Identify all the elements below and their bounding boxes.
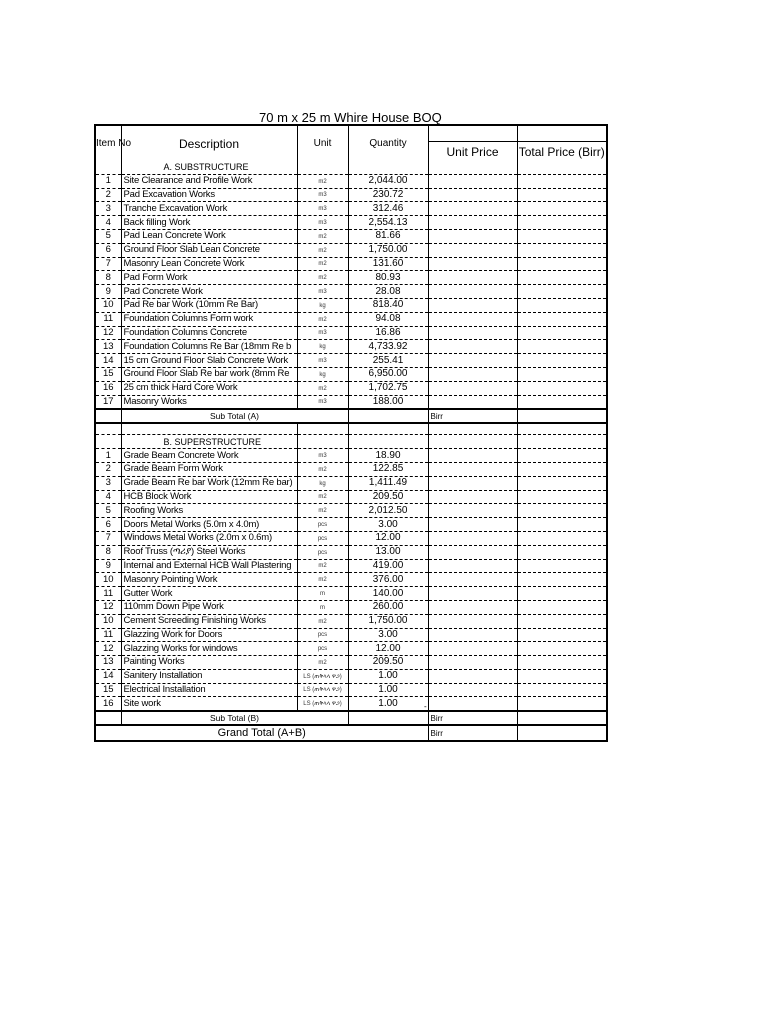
item-total-price bbox=[517, 683, 607, 697]
item-description: Ground Floor Slab Re bar work (8mm Re bbox=[121, 367, 297, 381]
item-total-price bbox=[517, 188, 607, 202]
item-description: Pad Excavation Works bbox=[121, 188, 297, 202]
item-unit-price bbox=[428, 642, 517, 656]
item-description: Glazzing Works for windows bbox=[121, 642, 297, 656]
table-row bbox=[95, 312, 607, 326]
item-quantity: 140.00 bbox=[348, 587, 428, 601]
item-number: 13 bbox=[95, 340, 121, 354]
subtotal-b-currency: Birr bbox=[428, 711, 517, 725]
item-unit: kg bbox=[297, 476, 348, 490]
page-title: 70 m x 25 m Whire House BOQ bbox=[259, 110, 449, 126]
table-row bbox=[95, 257, 607, 271]
item-quantity: 209.50 bbox=[348, 490, 428, 504]
item-description: 110mm Down Pipe Work bbox=[121, 600, 297, 614]
item-total-price bbox=[517, 257, 607, 271]
item-number: 14 bbox=[95, 354, 121, 368]
item-unit-price bbox=[428, 326, 517, 340]
item-total-price bbox=[517, 354, 607, 368]
item-total-price bbox=[517, 271, 607, 285]
item-number: 9 bbox=[95, 559, 121, 573]
item-number: 15 bbox=[95, 683, 121, 697]
item-total-price bbox=[517, 285, 607, 299]
item-number: 6 bbox=[95, 243, 121, 257]
item-quantity: 2,012.50 bbox=[348, 504, 428, 518]
item-unit-price bbox=[428, 257, 517, 271]
footer-mark: - bbox=[424, 702, 427, 711]
item-unit-price bbox=[428, 587, 517, 601]
item-unit: m bbox=[297, 600, 348, 614]
item-unit-price bbox=[428, 559, 517, 573]
item-unit: m2 bbox=[297, 573, 348, 587]
item-unit: m3 bbox=[297, 326, 348, 340]
table-row bbox=[95, 340, 607, 354]
item-total-price bbox=[517, 449, 607, 463]
item-unit: m3 bbox=[297, 449, 348, 463]
item-total-price bbox=[517, 326, 607, 340]
table-row bbox=[95, 381, 607, 395]
item-total-price bbox=[517, 298, 607, 312]
item-unit: LS (ጠቅላላ ዋጋ) bbox=[297, 669, 348, 683]
item-description: Painting Works bbox=[121, 656, 297, 670]
item-total-price bbox=[517, 531, 607, 545]
item-total-price bbox=[517, 367, 607, 381]
item-description: Grade Beam Form Work bbox=[121, 462, 297, 476]
item-unit: pcs bbox=[297, 642, 348, 656]
item-number: 16 bbox=[95, 697, 121, 711]
item-number: 3 bbox=[95, 202, 121, 216]
table-row bbox=[95, 490, 607, 504]
item-quantity: 230.72 bbox=[348, 188, 428, 202]
item-total-price bbox=[517, 395, 607, 409]
item-quantity: 12.00 bbox=[348, 531, 428, 545]
item-quantity: 131.60 bbox=[348, 257, 428, 271]
item-number: 1 bbox=[95, 449, 121, 463]
item-unit-price bbox=[428, 367, 517, 381]
item-number: 7 bbox=[95, 531, 121, 545]
item-quantity: 4,733.92 bbox=[348, 340, 428, 354]
item-unit: m2 bbox=[297, 490, 348, 504]
item-quantity: 376.00 bbox=[348, 573, 428, 587]
item-unit: pcs bbox=[297, 628, 348, 642]
section-a-name: A. SUBSTRUCTURE bbox=[121, 161, 297, 174]
item-description: Doors Metal Works (5.0m x 4.0m) bbox=[121, 518, 297, 532]
item-unit: m2 bbox=[297, 312, 348, 326]
item-total-price bbox=[517, 174, 607, 188]
item-description: Internal and External HCB Wall Plastering bbox=[121, 559, 297, 573]
item-description: Electrical Installation bbox=[121, 683, 297, 697]
item-description: Glazzing Work for Doors bbox=[121, 628, 297, 642]
item-quantity: 1,702.75 bbox=[348, 381, 428, 395]
item-description: 25 cm thick Hard Core Work bbox=[121, 381, 297, 395]
item-unit: m2 bbox=[297, 614, 348, 628]
item-number: 1 bbox=[95, 174, 121, 188]
item-unit: m2 bbox=[297, 559, 348, 573]
item-quantity: 1,750.00 bbox=[348, 614, 428, 628]
item-description: Masonry Works bbox=[121, 395, 297, 409]
item-unit: m2 bbox=[297, 504, 348, 518]
item-description: Ground Floor Slab Lean Concrete bbox=[121, 243, 297, 257]
item-total-price bbox=[517, 216, 607, 230]
item-unit-price bbox=[428, 395, 517, 409]
item-quantity: 1.00 bbox=[348, 697, 428, 711]
item-quantity: 94.08 bbox=[348, 312, 428, 326]
item-description: Windows Metal Works (2.0m x 0.6m) bbox=[121, 531, 297, 545]
subtotal-a-row bbox=[95, 409, 607, 423]
item-quantity: 1.00 bbox=[348, 669, 428, 683]
item-quantity: 2,044.00 bbox=[348, 174, 428, 188]
item-quantity: 122.85 bbox=[348, 462, 428, 476]
item-quantity: 2,554.13 bbox=[348, 216, 428, 230]
item-quantity: 16.86 bbox=[348, 326, 428, 340]
subtotal-b-row bbox=[95, 711, 607, 725]
item-unit: m2 bbox=[297, 174, 348, 188]
table-row bbox=[95, 229, 607, 243]
item-unit: m3 bbox=[297, 395, 348, 409]
item-number: 12 bbox=[95, 600, 121, 614]
section-a-body bbox=[95, 161, 607, 409]
table-row bbox=[95, 298, 607, 312]
table-row bbox=[95, 559, 607, 573]
table-row bbox=[95, 642, 607, 656]
item-number: 3 bbox=[95, 476, 121, 490]
item-unit: m2 bbox=[297, 381, 348, 395]
item-number: 14 bbox=[95, 669, 121, 683]
item-number: 5 bbox=[95, 504, 121, 518]
item-unit-price bbox=[428, 600, 517, 614]
table-row bbox=[95, 545, 607, 559]
item-unit-price bbox=[428, 243, 517, 257]
item-unit: pcs bbox=[297, 518, 348, 532]
item-unit-price bbox=[428, 381, 517, 395]
item-unit-price bbox=[428, 285, 517, 299]
item-unit: pcs bbox=[297, 531, 348, 545]
item-description: Pad Form Work bbox=[121, 271, 297, 285]
table-row bbox=[95, 573, 607, 587]
item-number: 10 bbox=[95, 298, 121, 312]
item-unit-price bbox=[428, 476, 517, 490]
item-quantity: 13.00 bbox=[348, 545, 428, 559]
item-total-price bbox=[517, 202, 607, 216]
item-number: 4 bbox=[95, 490, 121, 504]
item-description: HCB Block Work bbox=[121, 490, 297, 504]
header-item-no: Item No bbox=[95, 125, 121, 161]
item-unit: m3 bbox=[297, 202, 348, 216]
item-unit-price bbox=[428, 683, 517, 697]
table-row bbox=[95, 285, 607, 299]
item-description: 15 cm Ground Floor Slab Concrete Work bbox=[121, 354, 297, 368]
item-unit: kg bbox=[297, 340, 348, 354]
item-number: 12 bbox=[95, 642, 121, 656]
table-row bbox=[95, 504, 607, 518]
table-row bbox=[95, 354, 607, 368]
item-quantity: 18.90 bbox=[348, 449, 428, 463]
item-number: 16 bbox=[95, 381, 121, 395]
item-description: Gutter Work bbox=[121, 587, 297, 601]
item-unit: m2 bbox=[297, 243, 348, 257]
item-description: Tranche Excavation Work bbox=[121, 202, 297, 216]
table-row bbox=[95, 243, 607, 257]
item-number: 8 bbox=[95, 545, 121, 559]
item-description: Sanitery Installation bbox=[121, 669, 297, 683]
item-unit: m2 bbox=[297, 656, 348, 670]
item-number: 13 bbox=[95, 656, 121, 670]
header-total-price: Total Price (Birr) bbox=[517, 125, 607, 161]
item-unit-price bbox=[428, 573, 517, 587]
table-row bbox=[95, 395, 607, 409]
item-unit: LS (ጠቅላላ ዋጋ) bbox=[297, 697, 348, 711]
item-number: 17 bbox=[95, 395, 121, 409]
item-total-price bbox=[517, 559, 607, 573]
item-description: Foundation Columns Re Bar (18mm Re b bbox=[121, 340, 297, 354]
item-number: 2 bbox=[95, 462, 121, 476]
item-number: 7 bbox=[95, 257, 121, 271]
item-description: Cement Screeding Finishing Works bbox=[121, 614, 297, 628]
item-total-price bbox=[517, 642, 607, 656]
header-unit-price: Unit Price bbox=[428, 125, 517, 161]
item-unit-price bbox=[428, 656, 517, 670]
item-description: Site work bbox=[121, 697, 297, 711]
item-number: 9 bbox=[95, 285, 121, 299]
subtotal-a-currency: Birr bbox=[428, 409, 517, 423]
table-row bbox=[95, 449, 607, 463]
header-row bbox=[95, 125, 607, 161]
item-unit: m3 bbox=[297, 354, 348, 368]
item-unit: m3 bbox=[297, 285, 348, 299]
item-total-price bbox=[517, 545, 607, 559]
item-quantity: 1,750.00 bbox=[348, 243, 428, 257]
table-row bbox=[95, 174, 607, 188]
table-row bbox=[95, 271, 607, 285]
item-total-price bbox=[517, 573, 607, 587]
item-quantity: 12.00 bbox=[348, 642, 428, 656]
item-number: 12 bbox=[95, 326, 121, 340]
item-description: Back filling Work bbox=[121, 216, 297, 230]
table-row bbox=[95, 683, 607, 697]
item-number: 10 bbox=[95, 573, 121, 587]
item-description: Masonry Lean Concrete Work bbox=[121, 257, 297, 271]
item-quantity: 3.00 bbox=[348, 628, 428, 642]
grand-total-row bbox=[95, 725, 607, 741]
item-unit-price bbox=[428, 188, 517, 202]
item-total-price bbox=[517, 614, 607, 628]
subtotal-b-label: Sub Total (B) bbox=[121, 711, 348, 725]
table-row bbox=[95, 669, 607, 683]
item-unit: m2 bbox=[297, 229, 348, 243]
table-row bbox=[95, 518, 607, 532]
item-total-price bbox=[517, 600, 607, 614]
item-unit-price bbox=[428, 518, 517, 532]
table-row bbox=[95, 216, 607, 230]
table-row bbox=[95, 587, 607, 601]
item-quantity: 1.00 bbox=[348, 683, 428, 697]
item-number: 10 bbox=[95, 614, 121, 628]
header-quantity: Quantity bbox=[348, 125, 428, 161]
header-description: Description bbox=[121, 125, 297, 161]
item-unit-price bbox=[428, 271, 517, 285]
item-total-price bbox=[517, 504, 607, 518]
item-total-price bbox=[517, 381, 607, 395]
table-row bbox=[95, 697, 607, 711]
item-quantity: 6,950.00 bbox=[348, 367, 428, 381]
item-quantity: 1,411.49 bbox=[348, 476, 428, 490]
item-description: Roof Truss (ጣሪያ) Steel Works bbox=[121, 545, 297, 559]
item-unit-price bbox=[428, 340, 517, 354]
table-row bbox=[95, 326, 607, 340]
item-total-price bbox=[517, 229, 607, 243]
item-unit: m2 bbox=[297, 257, 348, 271]
item-unit-price bbox=[428, 504, 517, 518]
item-unit: kg bbox=[297, 298, 348, 312]
item-unit-price bbox=[428, 216, 517, 230]
item-unit-price bbox=[428, 202, 517, 216]
item-total-price bbox=[517, 669, 607, 683]
table-row bbox=[95, 367, 607, 381]
item-unit-price bbox=[428, 614, 517, 628]
item-description: Pad Lean Concrete Work bbox=[121, 229, 297, 243]
item-quantity: 188.00 bbox=[348, 395, 428, 409]
item-unit: LS (ጠቅላላ ዋጋ) bbox=[297, 683, 348, 697]
item-total-price bbox=[517, 312, 607, 326]
item-unit-price bbox=[428, 449, 517, 463]
item-number: 6 bbox=[95, 518, 121, 532]
item-unit-price bbox=[428, 490, 517, 504]
section-b-body bbox=[95, 435, 607, 711]
section-a-heading bbox=[95, 161, 607, 174]
item-unit: m3 bbox=[297, 216, 348, 230]
item-unit-price bbox=[428, 545, 517, 559]
item-total-price bbox=[517, 340, 607, 354]
item-unit: m2 bbox=[297, 271, 348, 285]
item-total-price bbox=[517, 476, 607, 490]
item-quantity: 81.66 bbox=[348, 229, 428, 243]
item-unit-price bbox=[428, 462, 517, 476]
item-description: Masonry Pointing Work bbox=[121, 573, 297, 587]
grand-total-currency: Birr bbox=[428, 725, 517, 741]
item-unit-price bbox=[428, 298, 517, 312]
item-description: Site Clearance and Profile Work bbox=[121, 174, 297, 188]
item-unit-price bbox=[428, 354, 517, 368]
item-number: 11 bbox=[95, 587, 121, 601]
item-number: 4 bbox=[95, 216, 121, 230]
subtotal-a-label: Sub Total (A) bbox=[121, 409, 348, 423]
item-quantity: 28.08 bbox=[348, 285, 428, 299]
boq-table bbox=[94, 124, 608, 742]
item-quantity: 209.50 bbox=[348, 656, 428, 670]
item-number: 15 bbox=[95, 367, 121, 381]
item-total-price bbox=[517, 587, 607, 601]
item-quantity: 260.00 bbox=[348, 600, 428, 614]
item-unit: kg bbox=[297, 367, 348, 381]
item-unit: m2 bbox=[297, 462, 348, 476]
item-number: 11 bbox=[95, 628, 121, 642]
item-unit-price bbox=[428, 229, 517, 243]
item-quantity: 419.00 bbox=[348, 559, 428, 573]
item-description: Pad Re bar Work (10mm Re Bar) bbox=[121, 298, 297, 312]
item-unit: pcs bbox=[297, 545, 348, 559]
item-description: Grade Beam Concrete Work bbox=[121, 449, 297, 463]
item-total-price bbox=[517, 490, 607, 504]
item-number: 2 bbox=[95, 188, 121, 202]
item-total-price bbox=[517, 462, 607, 476]
item-unit-price bbox=[428, 669, 517, 683]
item-description: Roofing Works bbox=[121, 504, 297, 518]
table-row bbox=[95, 600, 607, 614]
item-total-price bbox=[517, 628, 607, 642]
item-description: Foundation Columns Form work bbox=[121, 312, 297, 326]
table-row bbox=[95, 531, 607, 545]
item-number: 11 bbox=[95, 312, 121, 326]
item-quantity: 312.46 bbox=[348, 202, 428, 216]
item-unit: m3 bbox=[297, 188, 348, 202]
item-description: Grade Beam Re bar Work (12mm Re bar) bbox=[121, 476, 297, 490]
item-description: Pad Concrete Work bbox=[121, 285, 297, 299]
table-row bbox=[95, 656, 607, 670]
section-b-name: B. SUPERSTRUCTURE bbox=[121, 435, 297, 449]
header-unit: Unit bbox=[297, 125, 348, 161]
item-total-price bbox=[517, 656, 607, 670]
table-row bbox=[95, 614, 607, 628]
item-number: 8 bbox=[95, 271, 121, 285]
item-number: 5 bbox=[95, 229, 121, 243]
item-unit-price bbox=[428, 174, 517, 188]
item-unit-price bbox=[428, 312, 517, 326]
grand-total-label: Grand Total (A+B) bbox=[95, 725, 428, 741]
item-quantity: 818.40 bbox=[348, 298, 428, 312]
item-total-price bbox=[517, 518, 607, 532]
item-quantity: 255.41 bbox=[348, 354, 428, 368]
spacer-row bbox=[95, 423, 607, 435]
item-quantity: 3.00 bbox=[348, 518, 428, 532]
item-description: Foundation Columns Concrete bbox=[121, 326, 297, 340]
table-row bbox=[95, 202, 607, 216]
table-row bbox=[95, 628, 607, 642]
item-total-price bbox=[517, 697, 607, 711]
table-row bbox=[95, 188, 607, 202]
item-unit-price bbox=[428, 628, 517, 642]
item-unit-price bbox=[428, 697, 517, 711]
item-unit-price bbox=[428, 531, 517, 545]
section-b-heading bbox=[95, 435, 607, 449]
item-total-price bbox=[517, 243, 607, 257]
table-row bbox=[95, 476, 607, 490]
item-quantity: 80.93 bbox=[348, 271, 428, 285]
item-unit: m bbox=[297, 587, 348, 601]
table-row bbox=[95, 462, 607, 476]
